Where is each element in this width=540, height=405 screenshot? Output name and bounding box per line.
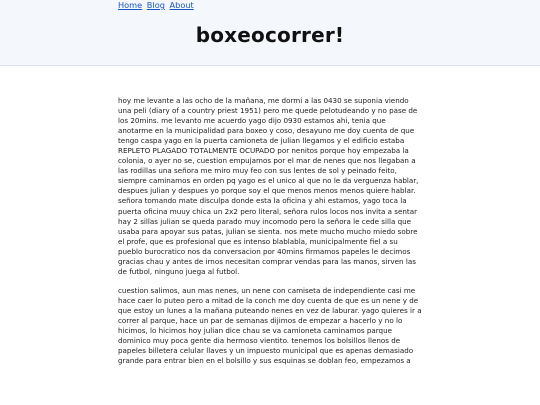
top-nav <box>118 0 196 10</box>
post-content <box>118 96 422 375</box>
nav-link-blog[interactable]: Blog <box>146 0 165 10</box>
nav-link-about[interactable]: About <box>169 0 194 10</box>
site-header <box>0 0 540 66</box>
site-title: boxeocorrer! <box>195 23 345 47</box>
nav-link-home[interactable]: Home <box>118 0 143 10</box>
post-paragraph: hoy me levante a las ocho de la mañana, me dormi a las 0430 se suponia viendo una peli (diary of a country priest 1951) pero me quede pelotudeando y no pase de los 20mins. me levanto me acuerdo yago dijo 0930 estamos ahi, tenia que anotarme en la municipalidad para boxeo y coso, desayuno me doy cuenta de que tengo caspa yago en la puerta camioneta de julian llegamos y el edificio estaba REPLETO PLAGADO TOTALMENTE OCUPADO por nenitos porque hoy empezaba la colonia, o ayer no se, cuestion empujamos por el mar de nenes que nos llegaban a las rodillas una señora me miro muy feo con sus lentes de sol y peinado feito, siempre caminamos en orden pq yago es el unico al que no le da verguenza hablar, despues julian y despues yo porque soy el que menos menos menos quiere hablar. señora tomando mate disculpa donde esta la oficina y ahi estamos, yago toca la puerta oficina muuy chica un 2x2 pero literal, señora rulos locos nos invita a sentar hay 2 sillas julian se queda parado muy incomodo pero la señora le cede silla que usaba para apoyar sus patas, julian se sienta. nos mete mucho mucho miedo sobre el profe, que es profesional que es intenso blablabla, municipalmente fiel a su pueblo burocratico nos da conversacion por 40mins firmamos papeles le decimos gracias chau y antes de irnos necesitan comprar vendas para las manos, sirven las de futbol, ninguno juega al futbol. <box>118 96 419 276</box>
post-paragraph: cuestion salimos, aun mas nenes, un nene con camiseta de independiente casi me hace caer lo puteo pero a mitad de la conch me doy cuenta de que es un nene y de que estoy un lunes a la mañana puteando nenes en vez de laburar. yago quieres ir a correr al parque, hace un par de semanas dijimos de empezar a hacerlo y no lo hicimos, lo hicimos hoy julian dice chau se va camioneta caminamos parque dominico muy poca gente dia hermoso vientito. tenemos los bolsillos llenos de papeles billetera celular llaves y un impuesto municipal que es apenas demasiado grande para entrar bien en el bolsillo y sus esquinas se doblan feo, empezamos a <box>118 285 422 366</box>
